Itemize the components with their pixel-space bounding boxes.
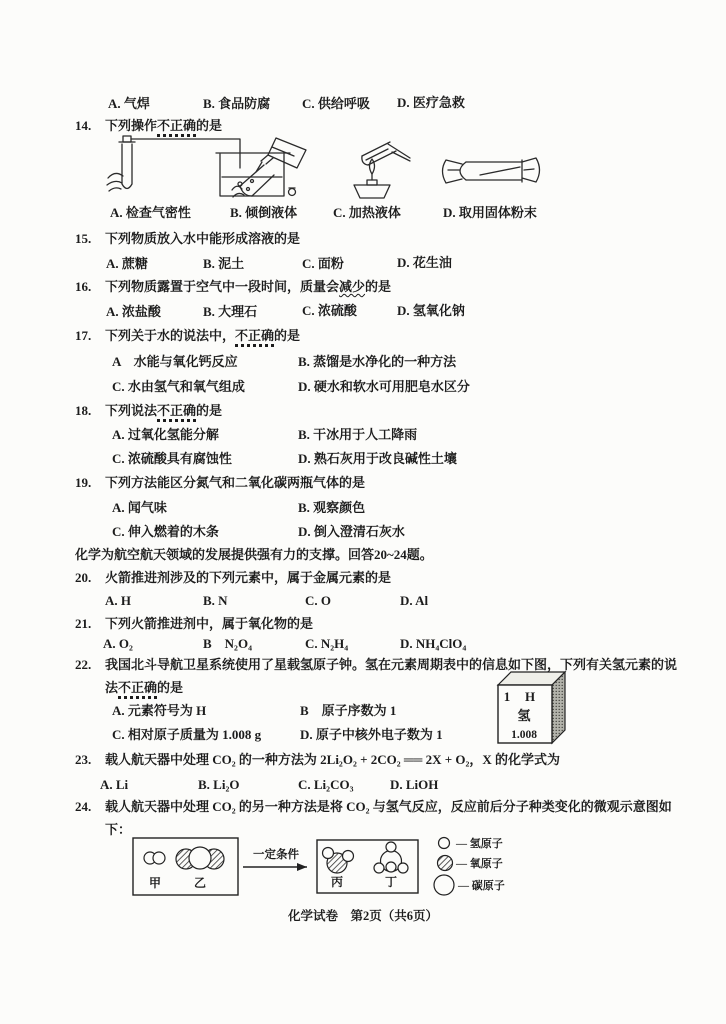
q19-number: 19. xyxy=(75,475,92,490)
q24-number: 24. xyxy=(75,799,92,814)
q20-title-text: 火箭推进剂涉及的下列元素中，属于金属元素的是 xyxy=(105,570,392,585)
question-16-title xyxy=(75,280,391,295)
q23-option-b: B. Li₂O xyxy=(198,777,240,792)
question-20-title xyxy=(75,571,391,586)
q20-option-b: B. N xyxy=(203,593,228,608)
q22-title-text: 我国北斗导航卫星系统使用了星载氢原子钟。氢在元素周期表中的信息如下图，下列有关氢元素的说 xyxy=(105,657,678,672)
question-24-title-line2: 下： xyxy=(105,822,132,837)
q20-option-a: A. H xyxy=(105,593,131,608)
molecule-label-bing: 丙 xyxy=(330,875,344,889)
legend-oxygen-atom-icon xyxy=(438,856,453,871)
q23-option-a: A. Li xyxy=(100,777,129,792)
q14-title-text: 下列操作 xyxy=(105,118,158,133)
q22-option-b: B 原子序数为 1 xyxy=(300,703,397,718)
q19-option-b: B. 观察颜色 xyxy=(298,500,366,515)
q21-option-d: D. NH₄ClO₄ xyxy=(400,636,467,651)
page-footer: 化学试卷 第2页（共6页） xyxy=(287,909,438,923)
section-intro: 化学为航空航天领域的发展提供强有力的支撑。回答20~24题。 xyxy=(75,547,433,562)
q22-title-line2-pre: 法 xyxy=(105,680,119,695)
q13-option-a: A. 气焊 xyxy=(108,96,150,111)
q17-option-d: D. 硬水和软水可用肥皂水区分 xyxy=(298,379,470,394)
q24-reaction-diagram xyxy=(125,834,555,902)
question-18-title xyxy=(75,404,222,419)
q17-option-b: B. 蒸馏是水净化的一种方法 xyxy=(298,354,457,369)
q21-option-b: B N₂O₄ xyxy=(203,636,252,651)
question-22-title-line2 xyxy=(105,681,183,696)
legend-oxygen-atom: — 氧原子 xyxy=(456,858,503,870)
legend-hydrogen-atom: — 氢原子 xyxy=(456,838,503,850)
q23-number: 23. xyxy=(75,752,92,767)
q17-title-tail: 的是 xyxy=(274,328,301,343)
q17-title-text: 下列关于水的说法中， xyxy=(105,328,236,343)
q16-title-text: 下列物质露置于空气中一段时间，质量会 xyxy=(105,279,340,294)
q14-option-d: D. 取用固体粉末 xyxy=(443,205,537,220)
q19-title-text: 下列方法能区分氮气和二氧化碳两瓶气体的是 xyxy=(105,475,366,490)
question-23-title xyxy=(75,753,560,768)
q23-title-text: 载人航天器中处理 CO₂ 的一种方法为 2Li₂O₂ + 2CO₂ ══ 2X + O₂，X 的化学式为 xyxy=(105,752,561,767)
q18-title-tail: 的是 xyxy=(196,403,223,418)
molecule-label-jia: 甲 xyxy=(148,876,162,890)
q17-title-emphasis: 不正确 xyxy=(235,328,275,343)
q18-option-d: D. 熟石灰用于改良碱性土壤 xyxy=(298,451,457,466)
question-22-title-line1 xyxy=(75,658,677,673)
q14-option-c: C. 加热液体 xyxy=(333,205,401,220)
q23-option-c: C. Li₂CO₃ xyxy=(298,777,354,792)
q16-title-tail: 的是 xyxy=(365,279,392,294)
element-name: 氢 xyxy=(517,708,531,723)
q21-option-c: C. N₂H₄ xyxy=(305,636,349,651)
question-17-title xyxy=(75,329,300,344)
q14-number: 14. xyxy=(75,118,92,133)
q21-option-a: A. O₂ xyxy=(103,636,133,651)
q15-option-b: B. 泥土 xyxy=(203,256,245,271)
q16-title-emphasis: 减少 xyxy=(339,279,366,294)
q24-title-text: 载人航天器中处理 CO₂ 的另一种方法是将 CO₂ 与氢气反应，反应前后分子种类变化的微观示意图如 xyxy=(105,799,672,814)
q13-option-c: C. 供给呼吸 xyxy=(302,96,370,111)
q16-option-c: C. 浓硫酸 xyxy=(302,303,357,318)
q14-option-a: A. 检查气密性 xyxy=(110,205,191,220)
q22-option-c: C. 相对原子质量为 1.008 g xyxy=(112,727,262,742)
q20-number: 20. xyxy=(75,570,92,585)
q15-option-c: C. 面粉 xyxy=(302,256,344,271)
molecule-label-ding: 丁 xyxy=(384,875,398,889)
q17-option-a: A 水能与氧化钙反应 xyxy=(112,354,238,369)
q21-title-text: 下列火箭推进剂中，属于氧化物的是 xyxy=(105,616,314,631)
question-24-title-line1 xyxy=(75,800,672,815)
q14-figure-pour-liquid xyxy=(228,134,318,206)
q14-figure-take-solid-powder xyxy=(436,148,546,200)
q20-option-d: D. Al xyxy=(400,593,429,608)
question-14-title xyxy=(75,119,222,134)
question-19-title xyxy=(75,476,365,491)
question-21-title xyxy=(75,617,313,632)
condition-label: 一定条件 xyxy=(253,849,299,861)
q16-number: 16. xyxy=(75,279,92,294)
q14-option-b: B. 倾倒液体 xyxy=(230,205,298,220)
q17-number: 17. xyxy=(75,328,92,343)
q19-option-c: C. 伸入燃着的木条 xyxy=(112,524,219,539)
q14-figure-heat-liquid xyxy=(330,134,418,206)
q22-option-d: D. 原子中核外电子数为 1 xyxy=(300,727,443,742)
q18-number: 18. xyxy=(75,403,92,418)
q22-number: 22. xyxy=(75,657,92,672)
q18-title-emphasis: 不正确 xyxy=(157,403,197,418)
q14-title-tail: 的是 xyxy=(196,118,223,133)
element-atomic-mass: 1.008 xyxy=(511,729,537,741)
q14-title-emphasis: 不正确 xyxy=(157,118,197,133)
hydrogen-element-box xyxy=(492,666,574,754)
q19-option-a: A. 闻气味 xyxy=(112,500,167,515)
q16-option-d: D. 氢氧化钠 xyxy=(397,303,465,318)
q16-option-b: B. 大理石 xyxy=(203,304,258,319)
q18-title-text: 下列说法 xyxy=(105,403,158,418)
legend-hydrogen-atom-icon xyxy=(439,838,450,849)
element-box-side-face xyxy=(552,672,565,743)
molecule-label-yi: 乙 xyxy=(193,876,207,890)
q22-title-emphasis: 不正确 xyxy=(118,680,158,695)
q18-option-a: A. 过氧化氢能分解 xyxy=(112,427,219,442)
q22-option-a: A. 元素符号为 H xyxy=(112,703,207,718)
question-15-title xyxy=(75,232,300,247)
q13-option-d: D. 医疗急救 xyxy=(397,95,465,110)
element-symbol: H xyxy=(524,689,536,704)
q13-option-b: B. 食品防腐 xyxy=(203,96,271,111)
q18-option-c: C. 浓硫酸具有腐蚀性 xyxy=(112,451,232,466)
q15-option-a: A. 蔗糖 xyxy=(106,256,148,271)
q21-number: 21. xyxy=(75,616,92,631)
q18-option-b: B. 干冰用于人工降雨 xyxy=(298,427,418,442)
q20-option-c: C. O xyxy=(305,593,331,608)
q16-option-a: A. 浓盐酸 xyxy=(106,304,161,319)
element-atomic-number: 1 xyxy=(503,689,511,704)
q15-number: 15. xyxy=(75,231,92,246)
q15-title-text: 下列物质放入水中能形成溶液的是 xyxy=(105,231,301,246)
legend-carbon-atom: — 碳原子 xyxy=(458,880,505,892)
q19-option-d: D. 倒入澄清石灰水 xyxy=(298,524,405,539)
q15-option-d: D. 花生油 xyxy=(397,255,452,270)
q17-option-c: C. 水由氢气和氧气组成 xyxy=(112,379,245,394)
q23-option-d: D. LiOH xyxy=(390,777,439,792)
legend-carbon-atom-icon xyxy=(434,875,454,895)
q22-title-line2-tail: 的是 xyxy=(157,680,184,695)
reaction-arrow-head xyxy=(297,863,307,871)
